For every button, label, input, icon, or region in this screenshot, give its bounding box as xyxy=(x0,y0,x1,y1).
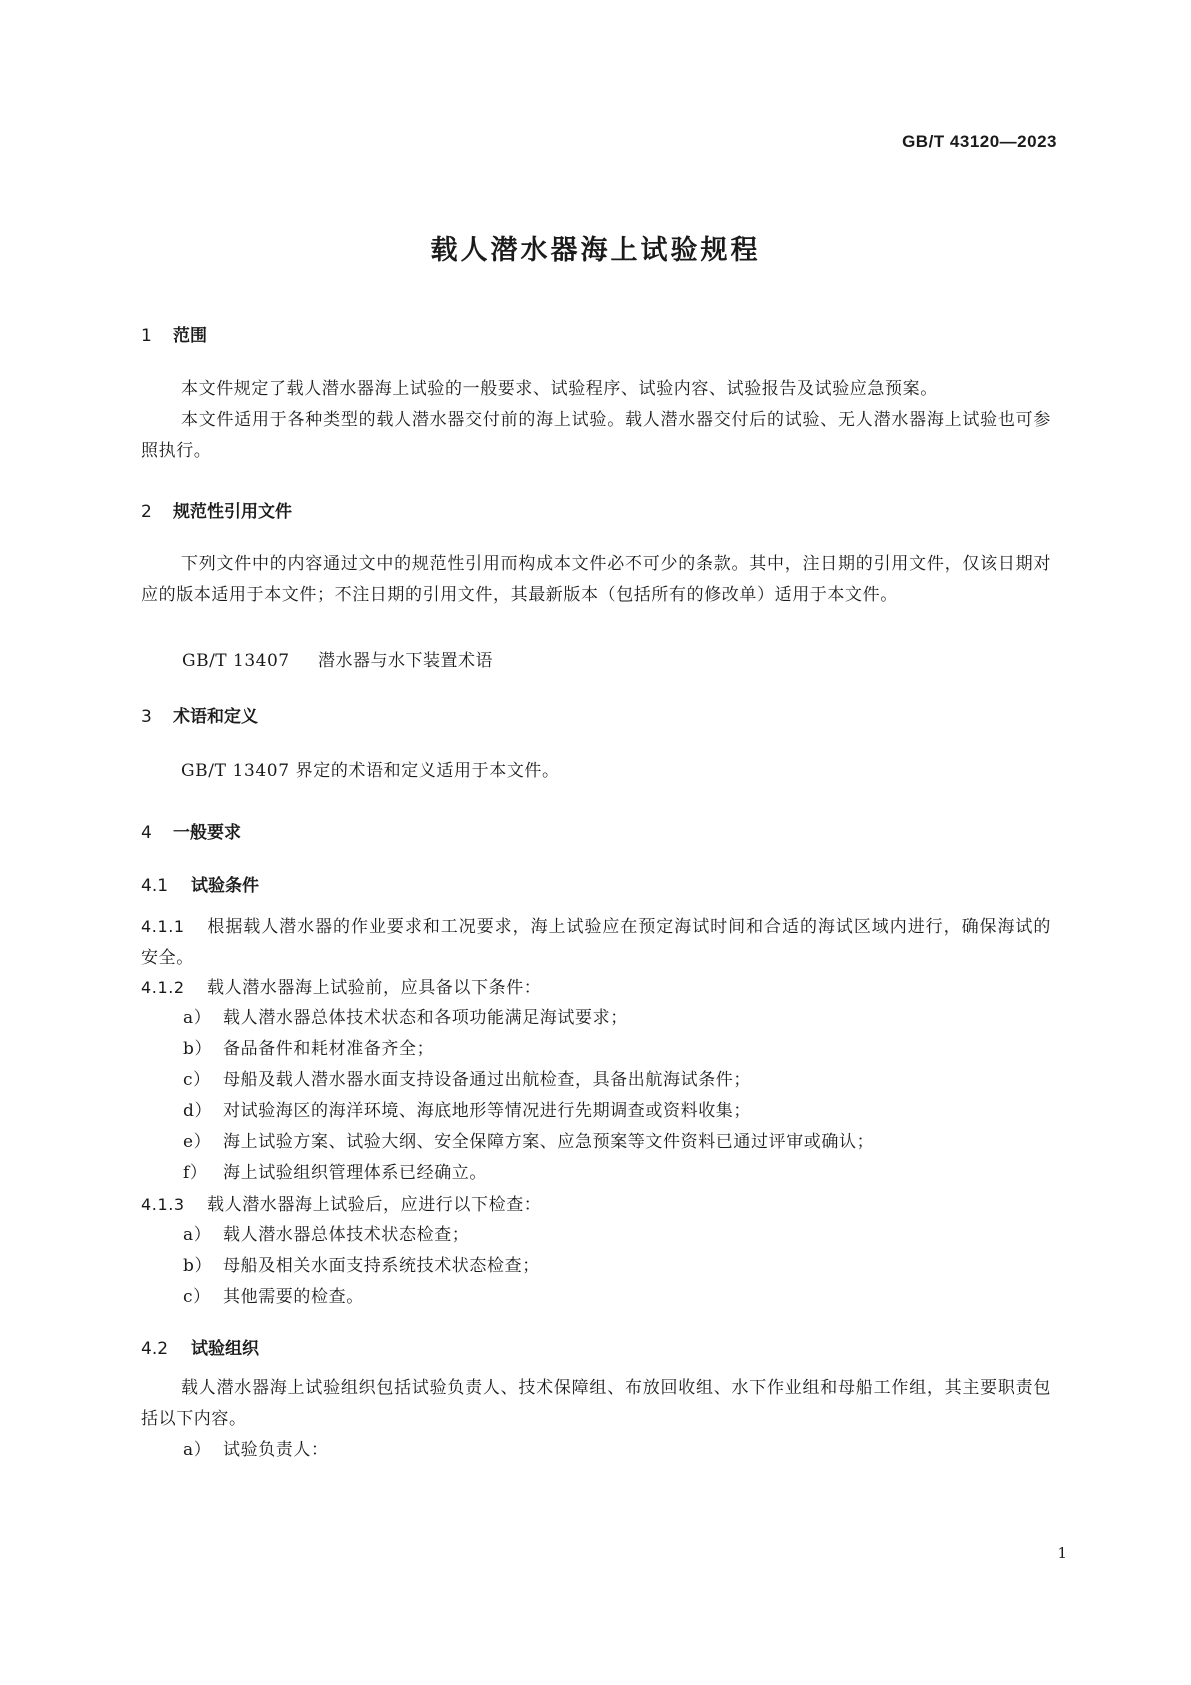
subsection-number: 4.2 xyxy=(141,1339,169,1359)
list-marker: b） xyxy=(183,1256,213,1276)
list-item xyxy=(183,1282,364,1313)
reference-title: 潜水器与水下装置术语 xyxy=(318,651,493,671)
section-2-paragraph-1: 下列文件中的内容通过文中的规范性引用而构成本文件必不可少的条款。其中，注日期的引用文件，仅该日期对应的版本适用于本文件；不注日期的引用文件，其最新版本（包括所有的修改单）适用于本文件。 xyxy=(141,554,1051,605)
section-2-heading xyxy=(141,497,292,522)
list-marker: b） xyxy=(183,1039,213,1059)
list-marker: a） xyxy=(183,1440,212,1460)
list-item xyxy=(183,1158,487,1189)
list-text: 载人潜水器总体技术状态检查； xyxy=(223,1225,470,1245)
clause-text: 载人潜水器海上试验前，应具备以下条件： xyxy=(207,978,542,998)
list-item xyxy=(183,1034,434,1065)
clause-text: 根据载人潜水器的作业要求和工况要求，海上试验应在预定海试时间和合适的海试区域内进行，确保海试的安全。 xyxy=(141,917,1051,968)
section-4-heading xyxy=(141,818,241,843)
section-1-heading xyxy=(141,321,207,346)
subsection-number: 4.1 xyxy=(141,876,169,896)
list-text: 海上试验方案、试验大纲、安全保障方案、应急预案等文件资料已通过评审或确认； xyxy=(223,1132,875,1152)
section-1-paragraph-1: 本文件规定了载人潜水器海上试验的一般要求、试验程序、试验内容、试验报告及试验应急预案。 xyxy=(181,379,938,399)
list-text: 试验负责人： xyxy=(223,1440,329,1460)
list-text: 备品备件和耗材准备齐全； xyxy=(223,1039,435,1059)
clause-number: 4.1.2 xyxy=(141,978,185,997)
section-3-paragraph-1: GB/T 13407 界定的术语和定义适用于本文件。 xyxy=(181,761,560,781)
clause-text: 载人潜水器海上试验后，应进行以下检查： xyxy=(207,1195,542,1215)
list-text: 母船及载人潜水器水面支持设备通过出航检查，具备出航海试条件； xyxy=(223,1070,751,1090)
list-item xyxy=(183,1065,751,1096)
list-item xyxy=(183,1003,628,1034)
section-title: 范围 xyxy=(173,326,207,346)
list-marker: c） xyxy=(183,1070,211,1090)
clause-4-1-1 xyxy=(141,911,1051,974)
list-marker: c） xyxy=(183,1287,211,1307)
reference-code: GB/T 13407 xyxy=(182,651,290,671)
clause-4-1-2 xyxy=(141,972,1051,1004)
list-marker: a） xyxy=(183,1225,212,1245)
section-title: 一般要求 xyxy=(173,823,241,843)
list-text: 对试验海区的海洋环境、海底地形等情况进行先期调查或资料收集； xyxy=(223,1101,751,1121)
list-text: 载人潜水器总体技术状态和各项功能满足海试要求； xyxy=(223,1008,628,1028)
normative-reference xyxy=(182,646,493,671)
subsection-4-2-paragraph-1: 载人潜水器海上试验组织包括试验负责人、技术保障组、布放回收组、水下作业组和母船工作组，其主要职责包括以下内容。 xyxy=(141,1378,1051,1429)
list-item xyxy=(183,1127,874,1158)
section-title: 术语和定义 xyxy=(173,707,258,727)
subsection-title: 试验条件 xyxy=(191,876,259,896)
list-marker: d） xyxy=(183,1101,213,1121)
clause-number: 4.1.3 xyxy=(141,1195,185,1214)
clause-4-1-3 xyxy=(141,1189,1051,1221)
section-number: 2 xyxy=(141,502,152,522)
subsection-4-2-heading xyxy=(141,1334,259,1359)
list-item xyxy=(183,1251,540,1282)
list-text: 母船及相关水面支持系统技术状态检查； xyxy=(223,1256,540,1276)
list-item xyxy=(183,1435,329,1466)
list-item xyxy=(183,1220,469,1251)
section-1-paragraph-2: 本文件适用于各种类型的载人潜水器交付前的海上试验。载人潜水器交付后的试验、无人潜水器海上试验也可参照执行。 xyxy=(141,410,1051,461)
section-number: 3 xyxy=(141,707,152,727)
document-title: 载人潜水器海上试验规程 xyxy=(430,235,761,266)
section-number: 1 xyxy=(141,326,152,346)
list-marker: a） xyxy=(183,1008,212,1028)
section-title: 规范性引用文件 xyxy=(173,502,292,522)
list-marker: f） xyxy=(183,1163,208,1183)
section-number: 4 xyxy=(141,823,152,843)
clause-number: 4.1.1 xyxy=(141,917,185,936)
list-marker: e） xyxy=(183,1132,212,1152)
list-item xyxy=(183,1096,751,1127)
standard-code: GB/T 43120—2023 xyxy=(902,132,1057,151)
page-number: 1 xyxy=(1057,1544,1067,1562)
subsection-title: 试验组织 xyxy=(191,1339,259,1359)
section-3-heading xyxy=(141,702,258,727)
list-text: 海上试验组织管理体系已经确立。 xyxy=(223,1163,487,1183)
subsection-4-1-heading xyxy=(141,871,259,896)
list-text: 其他需要的检查。 xyxy=(223,1287,364,1307)
